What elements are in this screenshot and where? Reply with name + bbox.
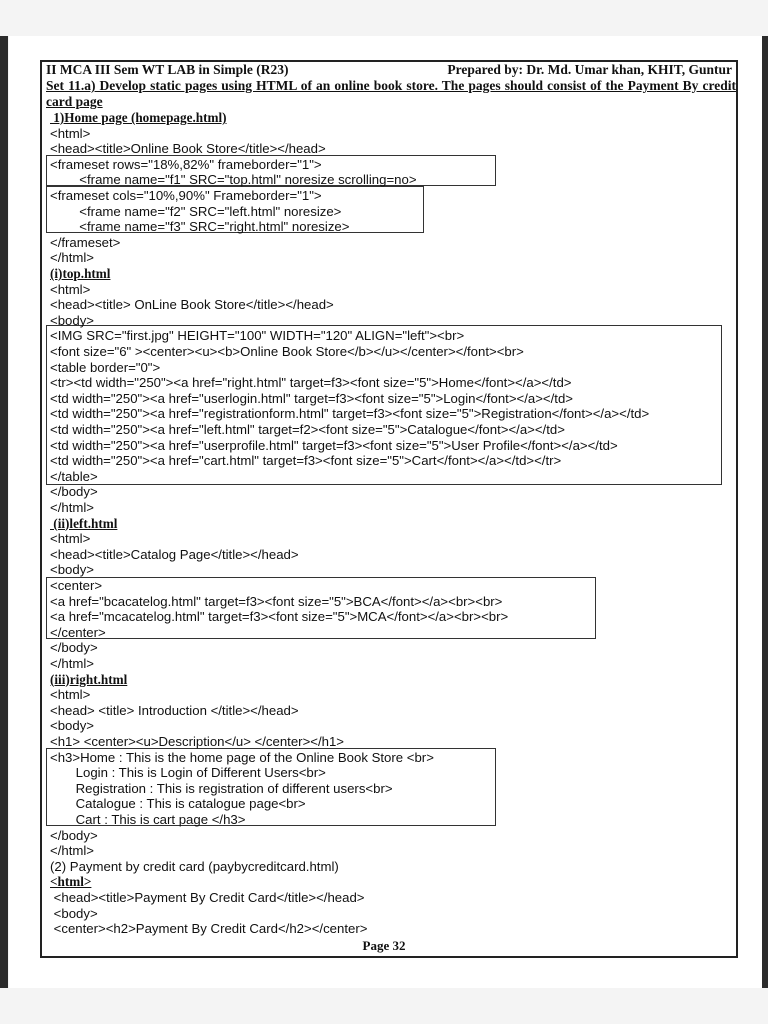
code-line: <body> xyxy=(50,718,94,734)
code-line: </body> xyxy=(50,827,98,843)
header-author: Prepared by: Dr. Md. Umar khan, KHIT, Guntur xyxy=(447,62,732,77)
code-line: <h1> <center><u>Description</u> </center></h1> xyxy=(50,734,345,749)
code-line: Registration : This is registration of different users<br> xyxy=(50,780,393,796)
set-title: Set 11.a) Develop static pages using HTML of an online book store. The pages should consist of the Payment By credit card page xyxy=(46,78,736,109)
code-line: <font size="6" ><center><u><b>Online Book Store</b></u></center></font><br> xyxy=(50,344,524,359)
section-heading: <html> xyxy=(50,874,92,890)
code-line: <html> xyxy=(50,531,91,547)
code-line: <frameset cols="10%,90%" Frameborder="1"> xyxy=(50,188,322,203)
code-line: <td width="250"><a href="userprofile.html" target=f3><font size="5">User Profile</font></a></td> xyxy=(50,437,618,453)
code-line: <tr><td width="250"><a href="right.html" target=f3><font size="5">Home</font></a></td> xyxy=(50,375,572,391)
code-line: </html> xyxy=(50,656,94,671)
code-line: <td width="250"><a href="userlogin.html" target=f3><font size="5">Login</font></a></td> xyxy=(50,390,573,406)
right-edge-bar xyxy=(762,36,768,988)
code-line: </center> xyxy=(50,624,106,640)
code-line: <frameset rows="18%,82%" frameborder="1"> xyxy=(50,156,322,172)
header-course-title: II MCA III Sem WT LAB in Simple (R23) xyxy=(46,62,289,77)
code-line: </html> xyxy=(50,250,94,266)
code-line: <head><title> OnLine Book Store</title></head> xyxy=(50,297,334,313)
code-line: Cart : This is cart page </h3> xyxy=(50,812,246,827)
section-heading: (iii)right.html xyxy=(50,671,128,687)
code-line: <table border="0"> xyxy=(50,359,161,375)
code-line: <center> xyxy=(50,578,103,593)
code-line: <head><title>Catalog Page</title></head> xyxy=(50,546,299,562)
code-line: Catalogue : This is catalogue page<br> xyxy=(50,796,306,812)
code-line: <head><title>Online Book Store</title></head> xyxy=(50,141,326,157)
code-line: Login : This is Login of Different Users<br> xyxy=(50,765,326,781)
section-heading: (ii)left.html xyxy=(50,515,118,531)
code-line: <a href="mcacatelog.html" target=f3><font size="5">MCA</font></a><br><br> xyxy=(50,609,509,625)
code-line: <frame name="f1" SRC="top.html" noresize scrolling=no> xyxy=(50,172,417,188)
code-line: </html> xyxy=(50,843,94,859)
code-line: <frame name="f2" SRC="left.html" noresize> xyxy=(50,203,342,219)
code-line: (2) Payment by credit card (paybycreditcard.html) xyxy=(50,858,339,874)
code-line: </html> xyxy=(50,500,94,515)
page-number: Page 32 xyxy=(362,938,406,953)
code-line: </body> xyxy=(50,640,98,656)
code-line: <td width="250"><a href="registrationform.html" target=f3><font size="5">Registration</font></a></td> xyxy=(50,406,650,422)
code-line: <td width="250"><a href="cart.html" target=f3><font size="5">Cart</font></a></td></tr> xyxy=(50,453,562,469)
code-line: <body> xyxy=(50,312,94,328)
code-line: <body> xyxy=(50,905,98,921)
code-line: <head><title>Payment By Credit Card</title></head> xyxy=(50,890,365,905)
code-line: <a href="bcacatelog.html" target=f3><font size="5">BCA</font></a><br><br> xyxy=(50,593,503,609)
code-line: <html> xyxy=(50,687,91,703)
code-line: </body> xyxy=(50,484,98,500)
left-edge-bar xyxy=(0,36,8,988)
code-line: <IMG SRC="first.jpg" HEIGHT="100" WIDTH="120" ALIGN="left"><br> xyxy=(50,328,465,344)
code-line: <center><h2>Payment By Credit Card</h2></center> xyxy=(50,921,368,937)
code-line: </frameset> xyxy=(50,234,121,250)
section-heading: 1)Home page (homepage.html) xyxy=(50,110,227,125)
code-line: <body> xyxy=(50,562,94,578)
code-line: <td width="250"><a href="left.html" target=f2><font size="5">Catalogue</font></a></td> xyxy=(50,422,565,437)
code-line: <h3>Home : This is the home page of the Online Book Store <br> xyxy=(50,749,434,765)
code-line: </table> xyxy=(50,468,98,484)
code-line: <html> xyxy=(50,125,91,141)
section-heading: (i)top.html xyxy=(50,266,111,281)
code-line: <html> xyxy=(50,281,91,297)
code-line: <head> <title> Introduction </title></head> xyxy=(50,702,299,718)
code-line: <frame name="f3" SRC="right.html" noresize> xyxy=(50,219,350,235)
